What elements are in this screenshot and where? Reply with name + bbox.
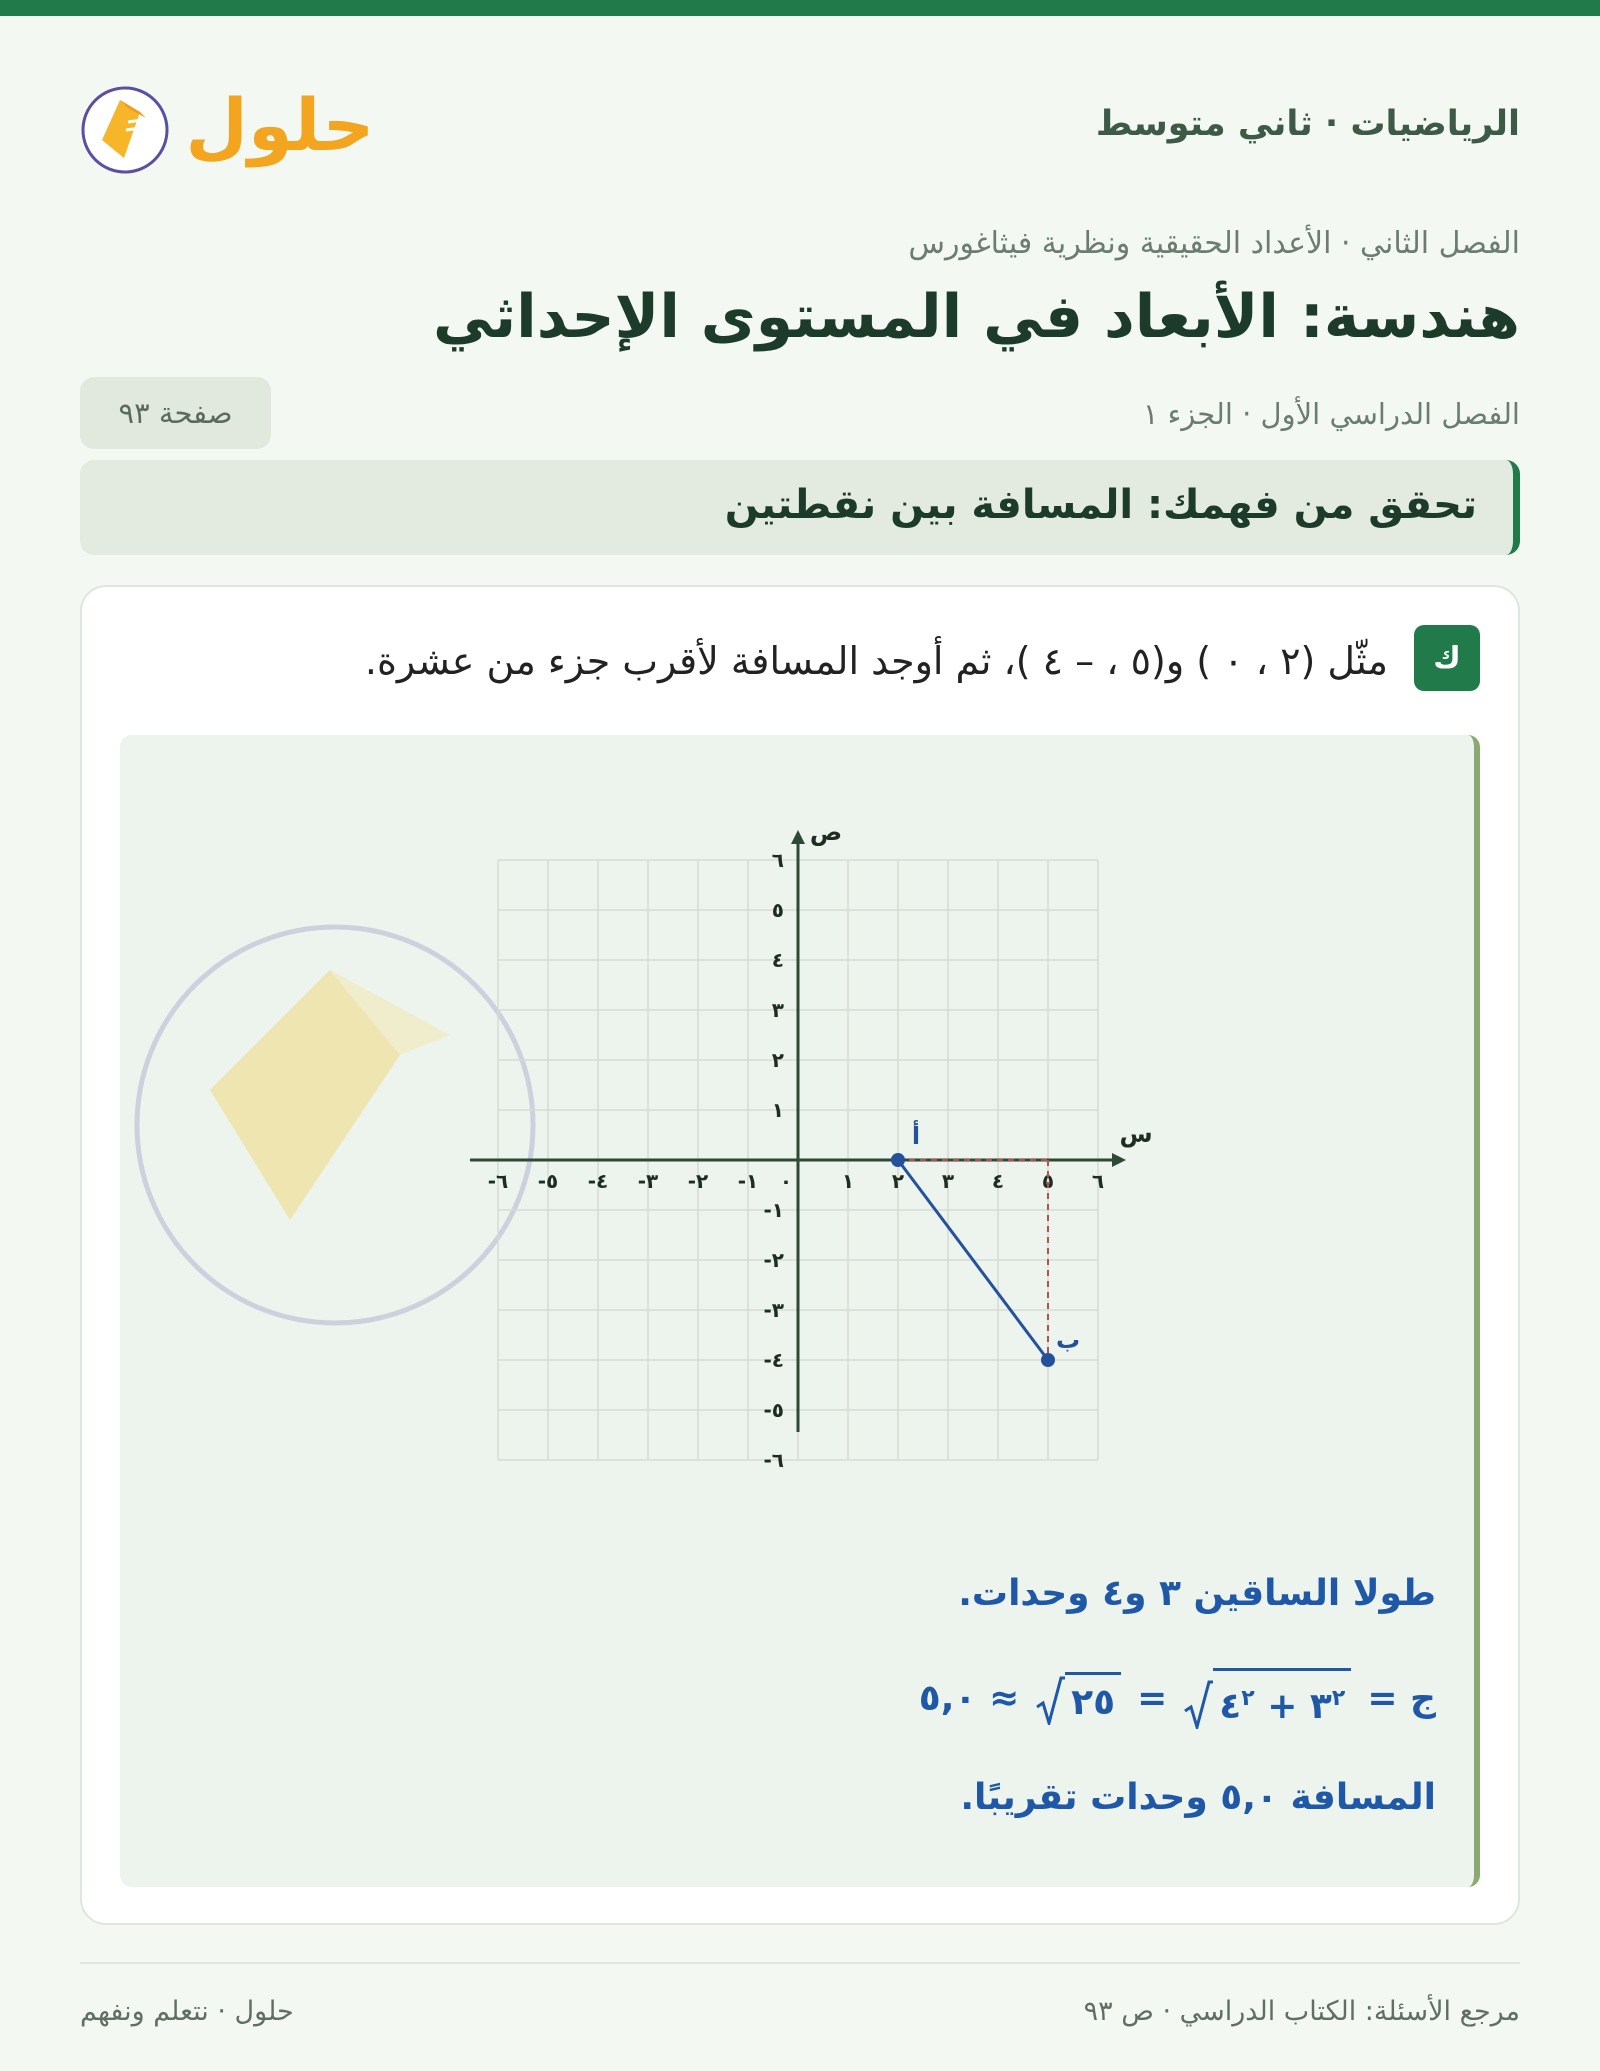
x-tick-label: -٥ — [537, 1169, 559, 1193]
x-tick-label: ٥ — [1041, 1169, 1055, 1193]
solution-conclusion: المسافة ٥,٠ وحدات تقريبًا. — [960, 1777, 1436, 1818]
y-tick-label: ٥ — [771, 898, 784, 922]
y-axis-label: ص — [809, 818, 843, 846]
equation-lhs: ج = — [1367, 1678, 1436, 1719]
page-number-badge: صفحة ٩٣ — [80, 377, 271, 449]
y-axis-arrow-icon — [791, 830, 805, 844]
x-tick-label: -٦ — [487, 1169, 509, 1193]
x-tick-label: -٤ — [587, 1169, 609, 1193]
section-header — [80, 460, 1520, 555]
coordinate-graph — [120, 735, 1480, 1555]
x-tick-label: ٠ — [779, 1169, 793, 1193]
y-tick-label: ٤ — [771, 948, 784, 972]
point-marker — [891, 1153, 905, 1167]
distance-equation — [919, 1668, 1436, 1729]
solution-legs-text: طولا الساقين ٣ و٤ وحدات. — [958, 1573, 1436, 1614]
radicand-1 — [1213, 1668, 1351, 1729]
point-label: أ — [911, 1122, 921, 1150]
x-tick-label: -٢ — [687, 1169, 709, 1193]
y-tick-label: ٣ — [771, 998, 784, 1022]
logo-wordmark: حلول — [185, 83, 370, 167]
footer-divider — [80, 1962, 1520, 1964]
radicand-term-b: ٤ — [1219, 1686, 1242, 1727]
exponent-b: ٢ — [1241, 1686, 1255, 1711]
top-accent-bar — [0, 0, 1600, 16]
footer-reference: مرجع الأسئلة: الكتاب الدراسي · ص ٩٣ — [1083, 1996, 1520, 2027]
subject-label: الرياضيات · ثاني متوسط — [1095, 104, 1520, 144]
footer-brand: حلول · نتعلم ونفهم — [80, 1996, 294, 2027]
y-tick-label: ٢ — [771, 1048, 784, 1072]
equals-sign: = — [1137, 1678, 1168, 1719]
radicand-term-a: ٣ — [1309, 1686, 1332, 1727]
question-text: مثّل (٢ ، ٠ ) و(٥ ، – ٤ )، ثم أوجد المسافة لأقرب جزء من عشرة. — [364, 639, 1388, 683]
x-axis-label: س — [1119, 1120, 1153, 1148]
y-tick-label: -٢ — [763, 1248, 784, 1272]
x-tick-label: ٣ — [941, 1169, 955, 1193]
radical-sign-icon — [1183, 1679, 1213, 1729]
x-tick-label: -١ — [737, 1169, 759, 1193]
y-tick-label: -٤ — [763, 1348, 784, 1372]
question-label-badge: ك — [1414, 625, 1480, 691]
solution-panel — [120, 735, 1480, 1887]
watermark-logo — [137, 927, 533, 1323]
point-marker — [1041, 1353, 1055, 1367]
x-tick-label: ٤ — [991, 1169, 1005, 1193]
y-tick-label: ١ — [771, 1098, 784, 1122]
y-tick-label: -٣ — [763, 1298, 784, 1322]
y-tick-label: -٥ — [763, 1398, 784, 1422]
x-axis-arrow-icon — [1112, 1153, 1126, 1167]
question-card — [80, 585, 1520, 1925]
exponent-a: ٢ — [1331, 1686, 1346, 1711]
page-header — [80, 70, 1520, 190]
radicand-2: ٢٥ — [1065, 1672, 1121, 1725]
y-tick-label: -١ — [763, 1198, 784, 1222]
chapter-title: الفصل الثاني · الأعداد الحقيقية ونظرية فيثاغورس — [908, 226, 1520, 261]
semester-label: الفصل الدراسي الأول · الجزء ١ — [1142, 397, 1520, 431]
x-tick-label: ٦ — [1091, 1169, 1105, 1193]
section-title: تحقق من فهمك: المسافة بين نقطتين — [724, 482, 1477, 528]
point-label: ب — [1055, 1326, 1081, 1354]
plus-sign: + — [1267, 1686, 1298, 1727]
lesson-title: هندسة: الأبعاد في المستوى الإحداثي — [432, 282, 1520, 352]
x-tick-label: ٢ — [891, 1169, 905, 1193]
radical-expression-1 — [1183, 1668, 1351, 1729]
site-logo[interactable] — [80, 70, 370, 190]
x-tick-label: -٣ — [637, 1169, 659, 1193]
radical-expression-2 — [1035, 1672, 1121, 1725]
radical-sign-icon — [1035, 1675, 1065, 1725]
x-tick-label: ١ — [841, 1169, 855, 1193]
y-tick-label: -٦ — [763, 1448, 784, 1472]
approx-result: ≈ ٥,٠ — [918, 1678, 1020, 1719]
y-tick-label: ٦ — [771, 848, 784, 872]
